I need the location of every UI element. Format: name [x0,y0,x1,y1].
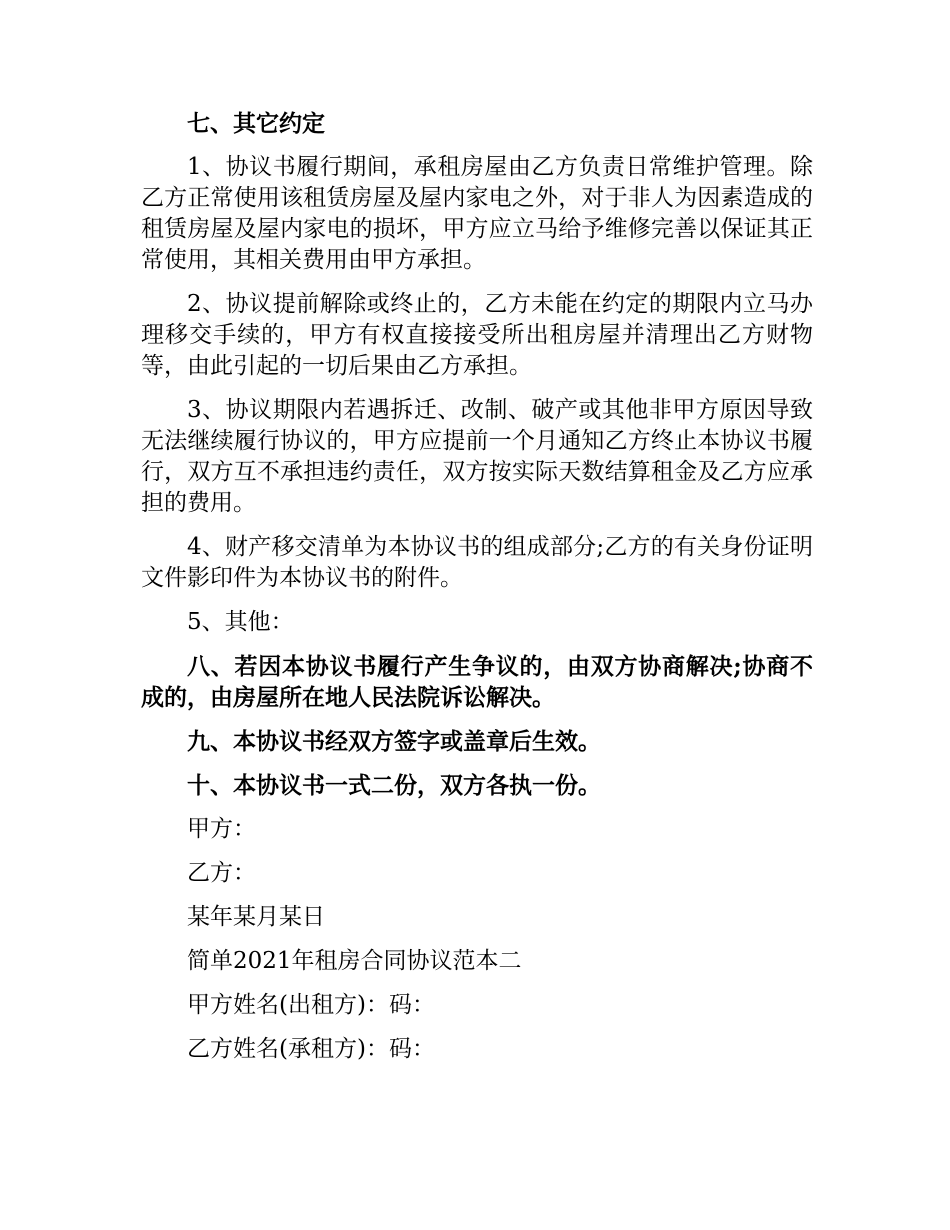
clause-other: 5、其他： [187,609,294,635]
section-heading-copies: 十、本协议书一式二份，双方各执一份。 [187,772,601,799]
section-heading-dispute: 八、若因本协议书履行产生争议的，由双方协商解决;协商不成的，由房屋所在地人民法院诉讼解决。 [141,653,813,711]
clause-early-termination: 2、协议提前解除或终止的，乙方未能在约定的期限内立马办理移交手续的，甲方有权直接接受所出租房屋并清理出乙方财物等，由此引起的一切后果由乙方承担。 [141,291,813,379]
date-line: 某年某月某日 [187,904,325,930]
section-heading-effective: 九、本协议书经双方签字或盖章后生效。 [187,728,601,755]
clause-maintenance: 1、协议书履行期间，承租房屋由乙方负责日常维护管理。除乙方正常使用该租赁房屋及屋内家电之外，对于非人为因素造成的租赁房屋及屋内家电的损坏，甲方应立马给予维修完善以保证其正常使用，其相关费用由甲方承担。 [141,154,813,273]
section-heading-other-agreements: 七、其它约定 [187,110,325,137]
document-body [141,108,813,1078]
party-b-signature-line: 乙方： [187,860,256,886]
party-a-name-line: 甲方姓名(出租方)：码： [187,992,435,1018]
clause-attachments: 4、财产移交清单为本协议书的组成部分;乙方的有关身份证明文件影印件为本协议书的附件。 [141,534,813,591]
clause-force-majeure: 3、协议期限内若遇拆迁、改制、破产或其他非甲方原因导致无法继续履行协议的，甲方应提前一个月通知乙方终止本协议书履行，双方互不承担违约责任，双方按实际天数结算租金及乙方应承担的费用。 [141,397,813,516]
party-a-signature-line: 甲方： [187,816,256,842]
party-b-name-line: 乙方姓名(承租方)：码： [187,1036,435,1062]
second-template-title: 简单2021年租房合同协议范本二 [187,948,522,974]
